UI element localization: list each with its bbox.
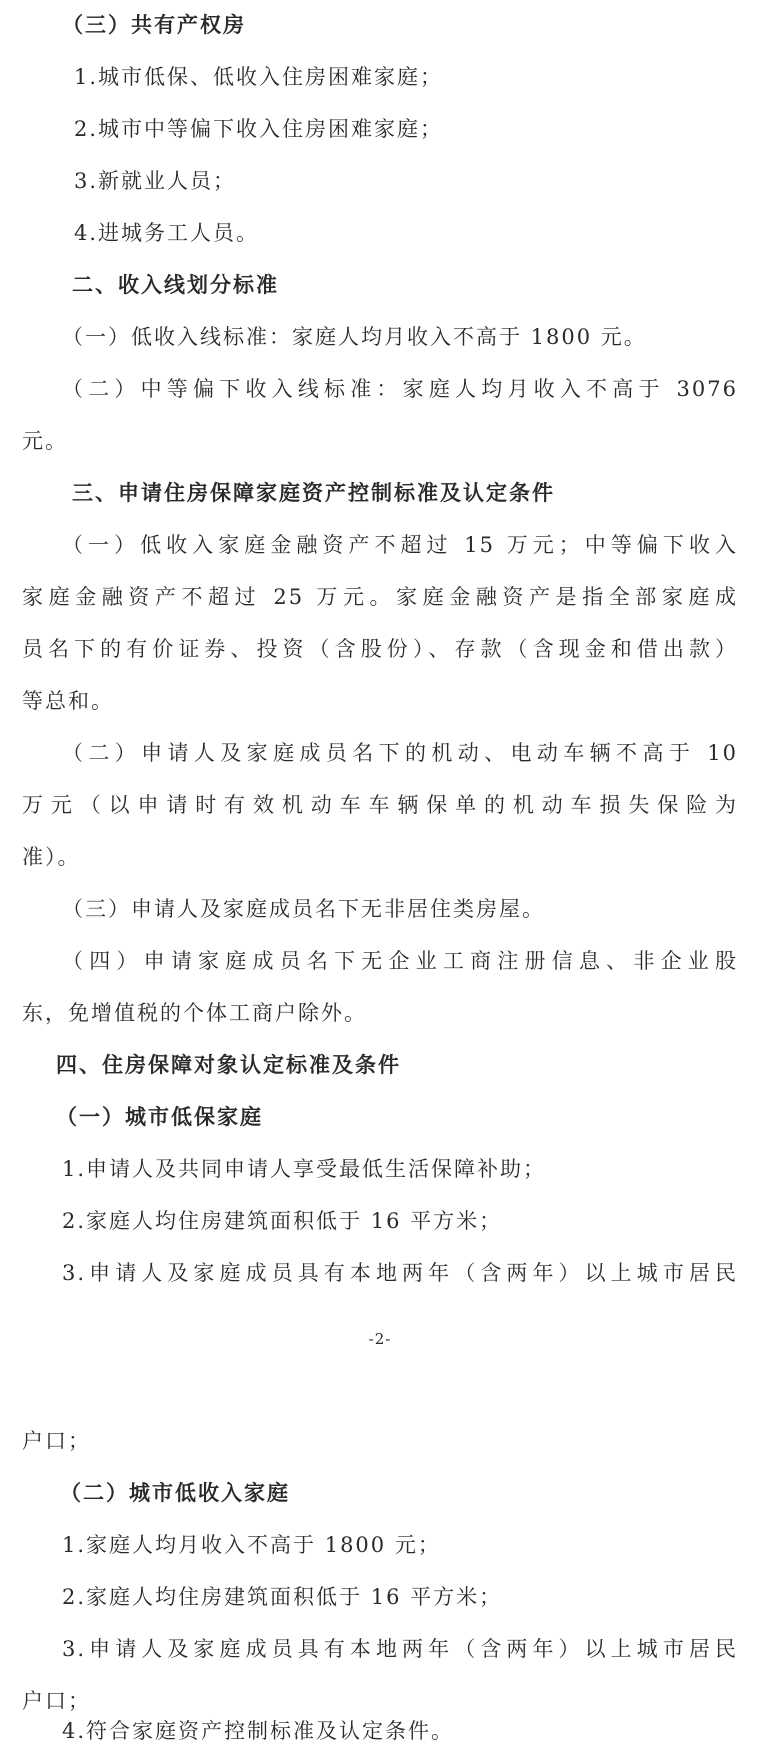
list-item: 3.新就业人员；: [74, 169, 237, 193]
paragraph-line: 等总和。: [22, 689, 114, 713]
paragraph-line: 东，免增值税的个体工商户除外。: [22, 1001, 367, 1025]
paragraph-line: （四）申请家庭成员名下无企业工商注册信息、非企业股: [62, 949, 738, 973]
section-heading: （一）城市低保家庭: [56, 1104, 263, 1129]
list-item: 3.申请人及家庭成员具有本地两年（含两年）以上城市居民: [62, 1261, 738, 1285]
section-heading: 四、住房保障对象认定标准及条件: [56, 1052, 401, 1077]
section-heading: （三）共有产权房: [62, 12, 246, 37]
section-heading: 三、申请住房保障家庭资产控制标准及认定条件: [72, 480, 555, 505]
list-item: 1.家庭人均月收入不高于 1800 元；: [62, 1533, 441, 1557]
paragraph-line: （一）低收入线标准：家庭人均月收入不高于 1800 元。: [62, 325, 647, 349]
page-number: -2-: [368, 1330, 392, 1348]
list-item: 2.家庭人均住房建筑面积低于 16 平方米；: [62, 1585, 503, 1609]
paragraph-line: 员名下的有价证券、投资（含股份）、存款（含现金和借出款）: [22, 637, 738, 661]
paragraph-line: 家庭金融资产不超过 25 万元。家庭金融资产是指全部家庭成: [22, 585, 738, 609]
paragraph-line: 准）。: [22, 845, 81, 869]
paragraph-line: （一）低收入家庭金融资产不超过 15 万元；中等偏下收入: [62, 533, 738, 557]
list-item: 1.申请人及共同申请人享受最低生活保障补助；: [62, 1157, 547, 1181]
list-item: 4.进城务工人员。: [74, 221, 260, 245]
list-item: 3.申请人及家庭成员具有本地两年（含两年）以上城市居民: [62, 1637, 738, 1661]
paragraph-line: （二）中等偏下收入线标准：家庭人均月收入不高于 3076: [62, 377, 738, 401]
list-item: 4.符合家庭资产控制标准及认定条件。: [62, 1719, 455, 1743]
paragraph-line: 户口；: [22, 1689, 91, 1713]
paragraph-line: 万元（以申请时有效机动车车辆保单的机动车损失保险为: [22, 793, 738, 817]
list-item: 2.家庭人均住房建筑面积低于 16 平方米；: [62, 1209, 503, 1233]
paragraph-line: （二）申请人及家庭成员名下的机动、电动车辆不高于 10: [62, 741, 738, 765]
list-item: 2.城市中等偏下收入住房困难家庭；: [74, 117, 444, 141]
section-heading: （二）城市低收入家庭: [60, 1480, 290, 1505]
paragraph-line: （三）申请人及家庭成员名下无非居住类房屋。: [62, 897, 545, 921]
paragraph-line: 元。: [22, 429, 68, 453]
section-heading: 二、收入线划分标准: [72, 272, 279, 297]
list-item: 1.城市低保、低收入住房困难家庭；: [74, 65, 444, 89]
paragraph-line: 户口；: [22, 1429, 91, 1453]
